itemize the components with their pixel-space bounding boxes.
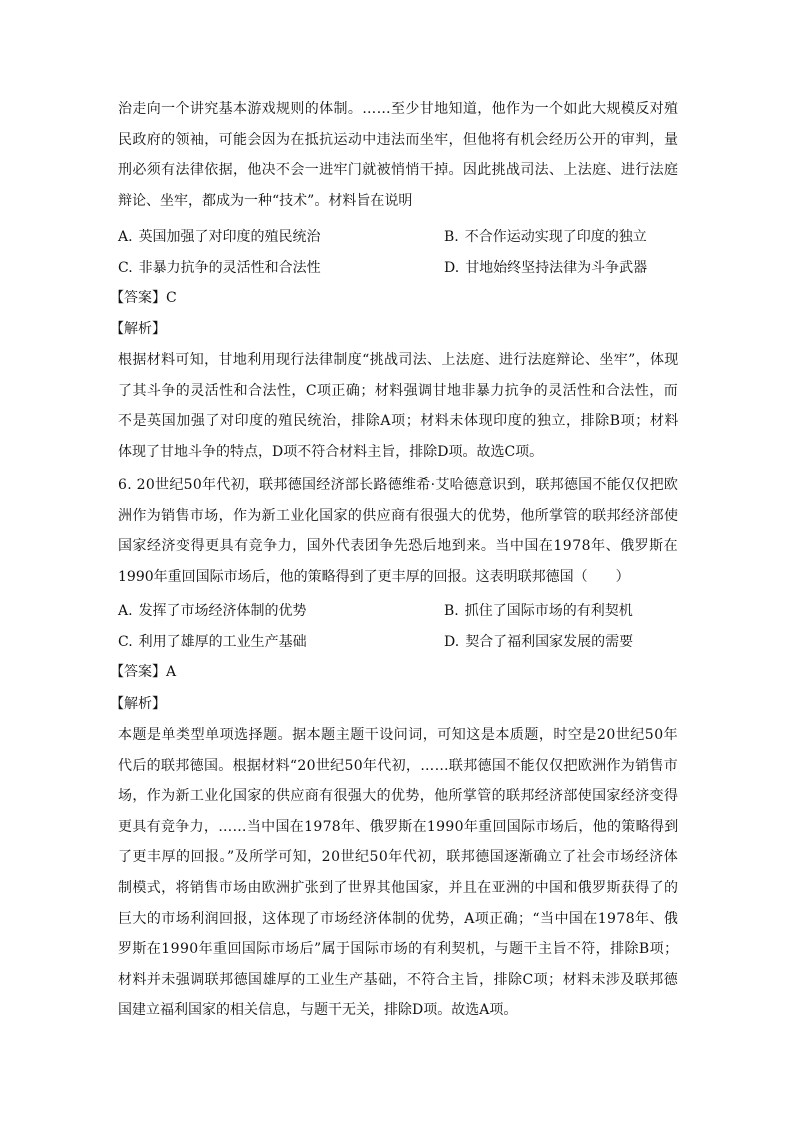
q5-analysis-heading: 【解析】 <box>110 321 166 337</box>
q5-options-row <box>118 253 678 284</box>
q6-stem-line: 洲作为销售市场，作为新工业化国家的供应商有很强大的优势，他所掌管的联邦经济部使 <box>118 507 679 524</box>
q6-analysis-line: 了更丰厚的回报。”及所学可知，20世纪50年代初，联邦德国逐渐确立了社会市场经济体 <box>118 849 679 866</box>
q5-answer: 【答案】C <box>110 290 177 306</box>
q6-option-d: D. 契合了福利国家发展的需要 <box>444 633 634 650</box>
q6-analysis-line: 材料并未强调联邦德国雄厚的工业生产基础，不符合主旨，排除C项；材料未涉及联邦德 <box>118 971 679 988</box>
q5-analysis-line: 根据材料可知，甘地利用现行法律制度“挑战司法、上法庭、进行法庭辩论、坐牢”，体现 <box>118 352 679 368</box>
q6-option-a: A. 发挥了市场经济体制的优势 <box>118 603 307 619</box>
q6-analysis-line: 制模式，将销售市场由欧洲扩张到了世界其他国家，并且在亚洲的中国和俄罗斯获得了的 <box>118 879 679 896</box>
q5-option-b: B. 不合作运动实现了印度的独立 <box>444 229 647 245</box>
q6-analysis-line: 代后的联邦德国。根据材料“20世纪50年代初，……联邦德国不能仅仅把欧洲作为销售市 <box>118 757 679 774</box>
q6-analysis-line: 罗斯在1990年重回国际市场后”属于国际市场的有利契机，与题干主旨不符，排除B项； <box>118 941 679 958</box>
q5-stem-line: 治走向一个讲究基本游戏规则的体制。……至少甘地知道，他作为一个如此大规模反对殖 <box>118 101 679 117</box>
q6-analysis-line: 更具有竞争力，……当中国在1978年、俄罗斯在1990年重回国际市场后，他的策略得到 <box>118 818 679 835</box>
q5-analysis <box>118 345 678 467</box>
q6-stem <box>118 470 678 592</box>
q6-option-c: C. 利用了雄厚的工业生产基础 <box>118 633 307 650</box>
q6-analysis-line: 国建立福利国家的相关信息，与题干无关，排除D项。故选A项。 <box>118 1002 518 1019</box>
q6-answer: 【答案】A <box>110 664 177 680</box>
q6-stem-line: 6. 20世纪50年代初，联邦德国经济部长路德维希·艾哈德意识到，联邦德国不能仅仅把欧 <box>118 477 679 493</box>
q5-options <box>118 222 678 283</box>
q5-analysis-line: 体现了甘地斗争的特点，D项不符合材料主旨，排除D项。故选C项。 <box>118 443 544 460</box>
q5-stem-line: 刑必须有法律依据，他决不会一进牢门就被悄悄干掉。因此挑战司法、上法庭、进行法庭 <box>118 162 679 179</box>
q5-options-row <box>118 222 678 253</box>
q5-option-d: D. 甘地始终坚持法律为斗争武器 <box>444 259 648 276</box>
q6-analysis-line: 本题是单类型单项选择题。据本题主题干设问词，可知这是本质题，时空是20世纪50年 <box>118 727 679 743</box>
q6-stem-line: 1990年重回国际市场后，他的策略得到了更丰厚的回报。这表明联邦德国（ ） <box>118 568 630 585</box>
q5-stem <box>118 94 678 216</box>
q6-analysis-heading: 【解析】 <box>110 696 166 712</box>
q5-stem-line: 民政府的领袖，可能会因为在抵抗运动中违法而坐牢，但他将有机会经历公开的审判，量 <box>118 131 679 148</box>
q6-option-b: B. 抓住了国际市场的有利契机 <box>444 603 633 619</box>
q5-option-a: A. 英国加强了对印度的殖民统治 <box>118 229 321 245</box>
q6-options-row <box>118 596 678 627</box>
q5-option-c: C. 非暴力抗争的灵活性和合法性 <box>118 259 321 276</box>
q5-analysis-line: 了其斗争的灵活性和合法性，C项正确；材料强调甘地非暴力抗争的灵活性和合法性，而 <box>118 382 679 399</box>
q6-analysis-line: 场，作为新工业化国家的供应商有很强大的优势，他所掌管的联邦经济部使国家经济变得 <box>118 788 679 805</box>
q6-analysis <box>118 720 678 1026</box>
q6-stem-line: 国家经济变得更具有竞争力，国外代表团争先恐后地到来。当中国在1978年、俄罗斯在 <box>118 538 679 555</box>
q6-options-row <box>118 627 678 658</box>
q5-stem-line: 辩论、坐牢，都成为一种“技术”。材料旨在说明 <box>118 192 413 209</box>
q5-analysis-line: 不是英国加强了对印度的殖民统治，排除A项；材料未体现印度的独立，排除B项；材料 <box>118 413 679 430</box>
q6-options <box>118 596 678 657</box>
q6-analysis-line: 巨大的市场利润回报，这体现了市场经济体制的优势，A项正确；“当中国在1978年、俄 <box>118 910 679 927</box>
